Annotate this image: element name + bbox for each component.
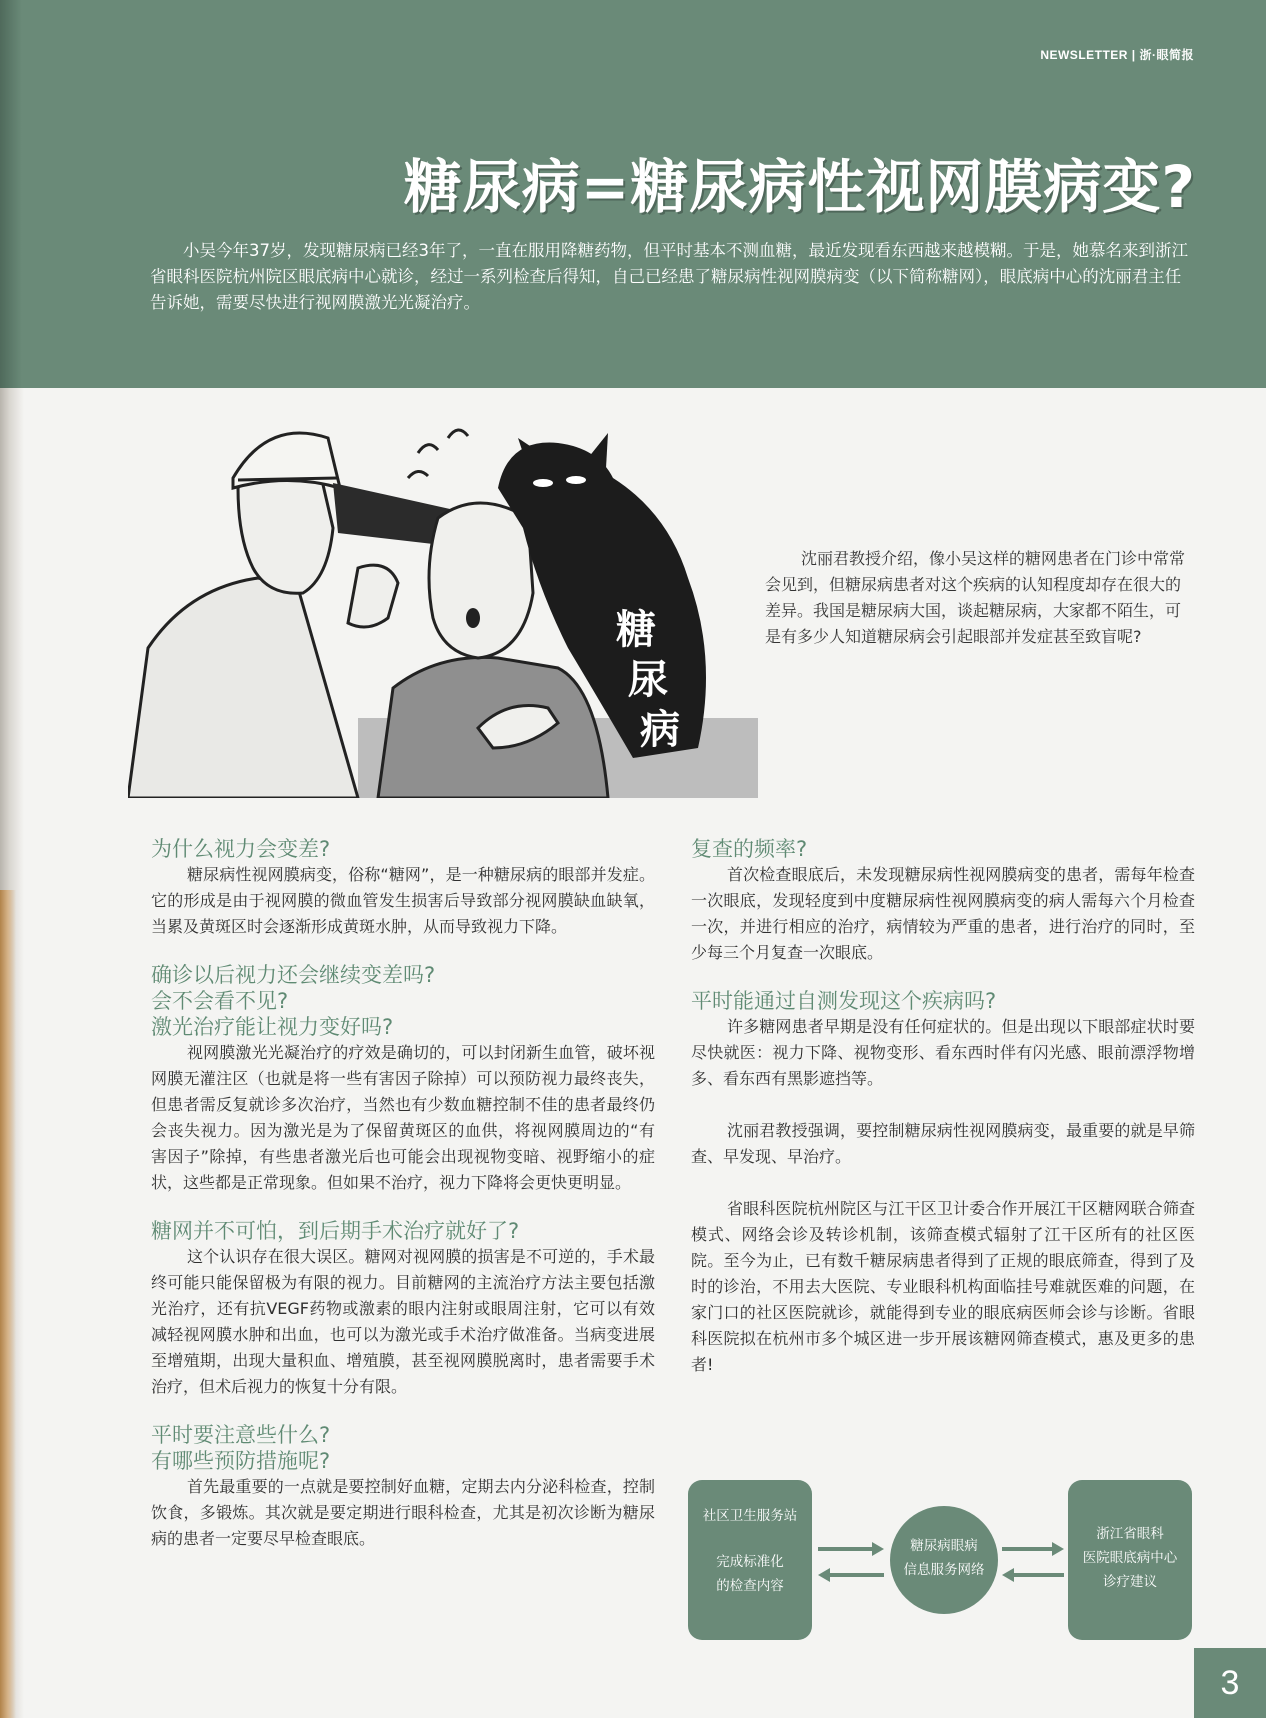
- section-after-diagnosis: [151, 962, 655, 1196]
- doctor-body: [128, 578, 358, 798]
- devil-eye-right: [566, 476, 586, 484]
- info-service-network-circle: [890, 1506, 998, 1614]
- section-heading: 平时能通过自测发现这个疾病吗?: [691, 989, 997, 1013]
- section-heading: 会不会看不见?: [151, 989, 289, 1013]
- hospital-center-box: [1068, 1480, 1192, 1640]
- header-band: [0, 0, 1266, 388]
- flow-text: 完成标准化: [716, 1554, 784, 1570]
- flow-text: 糖尿病眼病: [910, 1538, 978, 1554]
- devil-eye-left: [533, 479, 553, 487]
- section-heading: 糖网并不可怕，到后期手术治疗就好了?: [151, 1219, 520, 1243]
- section-heading: 确诊以后视力还会继续变差吗?: [151, 963, 436, 987]
- patient-head: [429, 503, 533, 658]
- stress-mark: [408, 471, 428, 478]
- cartoon-illustration: [128, 418, 760, 798]
- doctor-hand: [348, 565, 398, 627]
- newsletter-label: NEWSLETTER | 浙·眼简报: [1040, 48, 1194, 62]
- devil-label-char-3: 病: [640, 707, 680, 753]
- section-body: 首先最重要的一点就是要控制好血糖，定期去内分泌科检查，控制饮食，多锻炼。其次就是要定期进行眼科检查，尤其是初次诊断为糖尿病的患者一定要尽早检查眼底。: [151, 1477, 655, 1548]
- community-health-station-box: [688, 1480, 812, 1640]
- section-prevention: [151, 1422, 655, 1552]
- section-body: 视网膜激光光凝治疗的疗效是确切的，可以封闭新生血管，破坏视网膜无灌注区（也就是将一些有害因子除掉）可以预防视力最终丧失，但患者需反复就诊多次治疗，当然也有少数血糖控制不佳的患者最终仍会丧失视力。因为激光是为了保留黄斑区的血供，将视网膜周边的“有害因子”除掉，有些患者激光后也可能会出现视物变暗、视野缩小的症状，这些都是正常现象。但如果不治疗，视力下降将会更快更明显。: [151, 1043, 655, 1192]
- stress-mark: [448, 430, 468, 438]
- flow-text: 诊疗建议: [1103, 1574, 1157, 1590]
- left-column: [151, 836, 655, 1574]
- page-edge-bottom: [0, 890, 16, 1718]
- stress-mark: [418, 445, 438, 453]
- flow-text: 的检查内容: [716, 1578, 784, 1594]
- hat-band: [238, 478, 338, 480]
- section-body: 许多糖网患者早期是没有任何症状的。但是出现以下眼部症状时要尽快就医：视力下降、视物变形、看东西时伴有闪光感、眼前漂浮物增多、看东西有黑影遮挡等。: [691, 1017, 1195, 1088]
- flow-text: 浙江省眼科: [1096, 1526, 1164, 1542]
- screening-flow-diagram: [688, 1480, 1198, 1642]
- flow-text: 信息服务网络: [903, 1562, 985, 1578]
- cartoon-svg: [128, 418, 760, 798]
- section-body: 这个认识存在很大误区。糖网对视网膜的损害是不可逆的，手术最终可能只能保留极为有限的视力。目前糖网的主流治疗方法主要包括激光治疗，还有抗VEGF药物或激素的眼内注射或眼周注射，它可以有效减轻视网膜水肿和出血，也可以为激光或手术治疗做准备。当病变进展至增殖期，出现大量积血、增殖膜，甚至视网膜脱离时，患者需要手术治疗，但术后视力的恢复十分有限。: [151, 1247, 655, 1396]
- patient-mouth: [466, 608, 480, 628]
- arrow-left-icon: [1002, 1568, 1064, 1582]
- section-heading: 复查的频率?: [691, 837, 808, 861]
- page-title: 糖尿病=糖尿病性视网膜病变?: [403, 153, 1196, 221]
- section-surgery-myth: [151, 1218, 655, 1400]
- section-heading: 激光治疗能让视力变好吗?: [151, 1015, 394, 1039]
- side-intro-paragraph: 沈丽君教授介绍，像小吴这样的糖网患者在门诊中常常会见到，但糖尿病患者对这个疾病的认知程度却存在很大的差异。我国是糖尿病大国，谈起糖尿病，大家都不陌生，可是有多少人知道糖尿病会引起眼部并发症甚至致盲呢?: [765, 549, 1186, 646]
- section-body: 糖尿病性视网膜病变，俗称“糖网”，是一种糖尿病的眼部并发症。它的形成是由于视网膜的微血管发生损害后导致部分视网膜缺血缺氧，当累及黄斑区时会逐渐形成黄斑水肿，从而导致视力下降。: [151, 865, 655, 936]
- arrow-right-icon: [818, 1542, 884, 1556]
- section-heading: 有哪些预防措施呢?: [151, 1449, 331, 1473]
- section-self-test: [691, 988, 1195, 1378]
- flow-text: 医院眼底病中心: [1082, 1550, 1178, 1566]
- flow-text: 社区卫生服务站: [702, 1508, 798, 1524]
- intro-paragraph: 小吴今年37岁，发现糖尿病已经3年了，一直在服用降糖药物，但平时基本不测血糖，最近发现看东西越来越模糊。于是，她慕名来到浙江省眼科医院杭州院区眼底病中心就诊，经过一系列检查后得知，自己已经患了糖尿病性视网膜病变（以下简称糖网），眼底病中心的沈丽君主任告诉她，需要尽快进行视网膜激光光凝治疗。: [150, 241, 1188, 312]
- devil-label-char-1: 糖: [616, 607, 656, 653]
- section-body: 沈丽君教授强调，要控制糖尿病性视网膜病变，最重要的就是早筛查、早发现、早治疗。: [691, 1121, 1195, 1166]
- section-why-vision-worse: [151, 836, 655, 940]
- header-fold-shadow: [0, 0, 22, 388]
- arrow-right-icon: [1002, 1542, 1064, 1556]
- section-heading: 平时要注意些什么?: [151, 1423, 331, 1447]
- arrow-left-icon: [818, 1568, 884, 1582]
- section-heading: 为什么视力会变差?: [151, 837, 331, 861]
- page-number: 3: [1194, 1648, 1266, 1718]
- section-recheck-frequency: [691, 836, 1195, 966]
- right-column: [691, 836, 1195, 1400]
- section-body: 首次检查眼底后，未发现糖尿病性视网膜病变的患者，需每年检查一次眼底，发现轻度到中度糖尿病性视网膜病变的病人需每六个月检查一次，并进行相应的治疗，病情较为严重的患者，进行治疗的同时，至少每三个月复查一次眼底。: [691, 865, 1195, 962]
- devil-label-char-2: 尿: [628, 657, 668, 703]
- section-body: 省眼科医院杭州院区与江干区卫计委合作开展江干区糖网联合筛查模式、网络会诊及转诊机制，该筛查模式辐射了江干区所有的社区医院。至今为止，已有数千糖尿病患者得到了正规的眼底筛查，得到了及时的诊治，不用去大医院、专业眼科机构面临挂号难就医难的问题，在家门口的社区医院就诊，就能得到专业的眼底病医师会诊与诊断。省眼科医院拟在杭州市多个城区进一步开展该糖网筛查模式，惠及更多的患者!: [691, 1199, 1195, 1374]
